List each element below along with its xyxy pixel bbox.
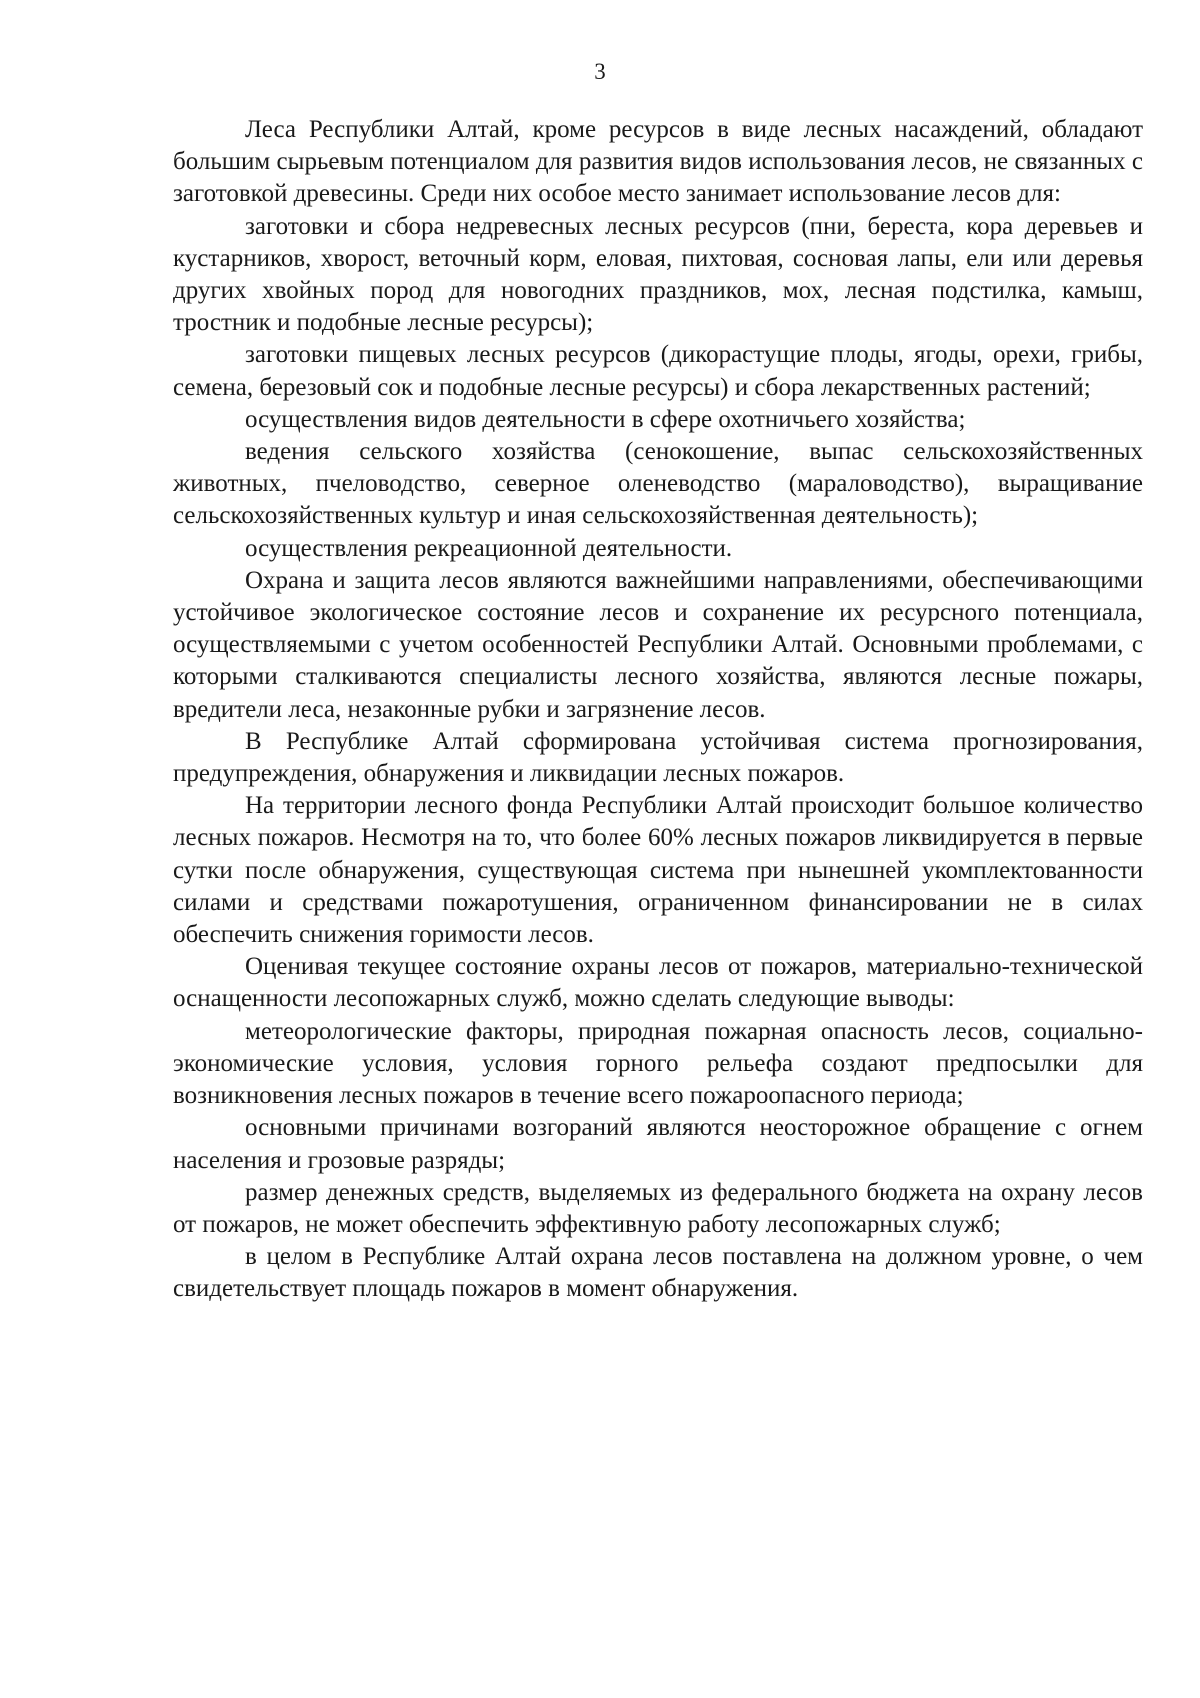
document-body <box>173 114 1143 1306</box>
paragraph: осуществления рекреационной деятельности. <box>245 534 733 562</box>
paragraph: основными причинами возгораний являются неосторожное обращение с огнем населения и грозовые разряды; <box>173 1114 1143 1174</box>
paragraph: В Республике Алтай сформирована устойчивая система прогнозирования, предупреждения, обнаружения и ликвидации лесных пожаров. <box>173 727 1143 788</box>
paragraph: На территории лесного фонда Республики Алтай происходит большое количество лесных пожаров. Несмотря на то, что более 60% лесных пожаров ликвидируется в первые сутки после обнаружения, существующая система при нынешней укомплектованности силами и средствами пожаротушения, ограниченном финансировании не в силах обеспечить снижения горимости лесов. <box>173 792 1143 949</box>
paragraph: метеорологические факторы, природная пожарная опасность лесов, социально-экономические условия, условия горного рельефа создают предпосылки для возникновения лесных пожаров в течение всего пожароопасного периода; <box>173 1017 1143 1110</box>
paragraph: размер денежных средств, выделяемых из федерального бюджета на охрану лесов от пожаров, не может обеспечить эффективную работу лесопожарных служб; <box>173 1178 1143 1238</box>
paragraph: заготовки пищевых лесных ресурсов (дикорастущие плоды, ягоды, орехи, грибы, семена, березовый сок и подобные лесные ресурсы) и сбора лекарственных растений; <box>173 341 1143 401</box>
paragraph: в целом в Республике Алтай охрана лесов поставлена на должном уровне, о чем свидетельствует площадь пожаров в момент обнаружения. <box>173 1243 1143 1303</box>
paragraph: ведения сельского хозяйства (сенокошение, выпас сельскохозяйственных животных, пчеловодство, северное оленеводство (мараловодство), выращивание сельскохозяйственных культур и иная сельскохозяйственная деятельность); <box>173 438 1143 530</box>
paragraph: Охрана и защита лесов являются важнейшими направлениями, обеспечивающими устойчивое экологическое состояние лесов и сохранение их ресурсного потенциала, осуществляемыми с учетом особенностей Республики Алтай. Основными проблемами, с которыми сталкиваются специалисты лесного хозяйства, являются лесные пожары, вредители леса, незаконные рубки и загрязнение лесов. <box>173 566 1143 723</box>
paragraph: Леса Республики Алтай, кроме ресурсов в виде лесных насаждений, обладают большим сырьевым потенциалом для развития видов использования лесов, не связанных с заготовкой древесины. Среди них особое место занимает использование лесов для: <box>173 116 1143 208</box>
page-number: 3 <box>594 59 606 84</box>
paragraph: осуществления видов деятельности в сфере охотничьего хозяйства; <box>245 405 966 433</box>
paragraph: заготовки и сбора недревесных лесных ресурсов (пни, береста, кора деревьев и кустарников, хворост, веточный корм, еловая, пихтовая, сосновая лапы, ели или деревья других хвойных пород для новогодних праздников, мох, лесная подстилка, камыш, тростник и подобные лесные ресурсы); <box>173 212 1143 337</box>
paragraph: Оценивая текущее состояние охраны лесов от пожаров, материально-технической оснащенности лесопожарных служб, можно сделать следующие выводы: <box>173 953 1143 1013</box>
